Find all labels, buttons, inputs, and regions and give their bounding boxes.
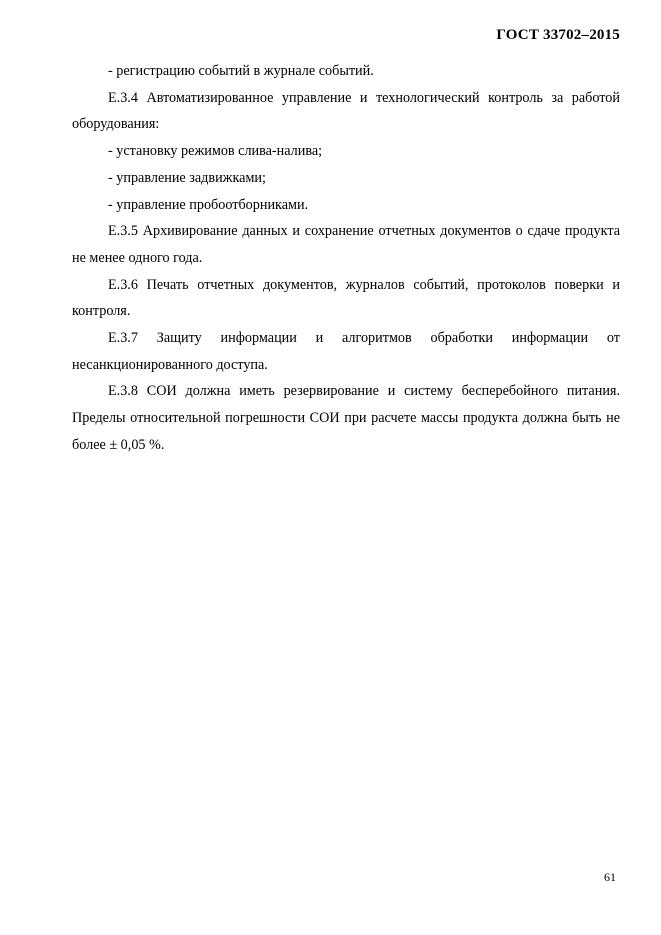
list-item-sampler-control: - управление пробоотборниками. <box>108 196 309 213</box>
list-item-valve-control: - управление задвижками; <box>108 169 266 186</box>
document-code-header: ГОСТ 33702–2015 <box>496 27 620 43</box>
document-body <box>72 58 620 459</box>
clause-e-3-6: Е.3.6 Печать отчетных документов, журналов событий, протоколов поверки и контроля. <box>72 276 620 320</box>
list-item-filling-modes: - установку режимов слива-налива; <box>108 143 323 160</box>
clause-e-3-5: Е.3.5 Архивирование данных и сохранение отчетных документов о сдаче продукта не менее одного года. <box>72 223 620 266</box>
list-item-event-logging: - регистрацию событий в журнале событий. <box>108 63 374 79</box>
page-number: 61 <box>604 870 616 884</box>
clause-e-3-7: Е.3.7 Защиту информации и алгоритмов обработки информации от несанкционированного доступа. <box>72 330 620 373</box>
clause-e-3-4: Е.3.4 Автоматизированное управление и технологический контроль за работой оборудования: <box>72 89 620 133</box>
clause-e-3-8: Е.3.8 СОИ должна иметь резервирование и систему бесперебойного питания. Пределы относительной погрешности СОИ при расчете массы продукта должна быть не более ± 0,05 %. <box>72 383 620 453</box>
